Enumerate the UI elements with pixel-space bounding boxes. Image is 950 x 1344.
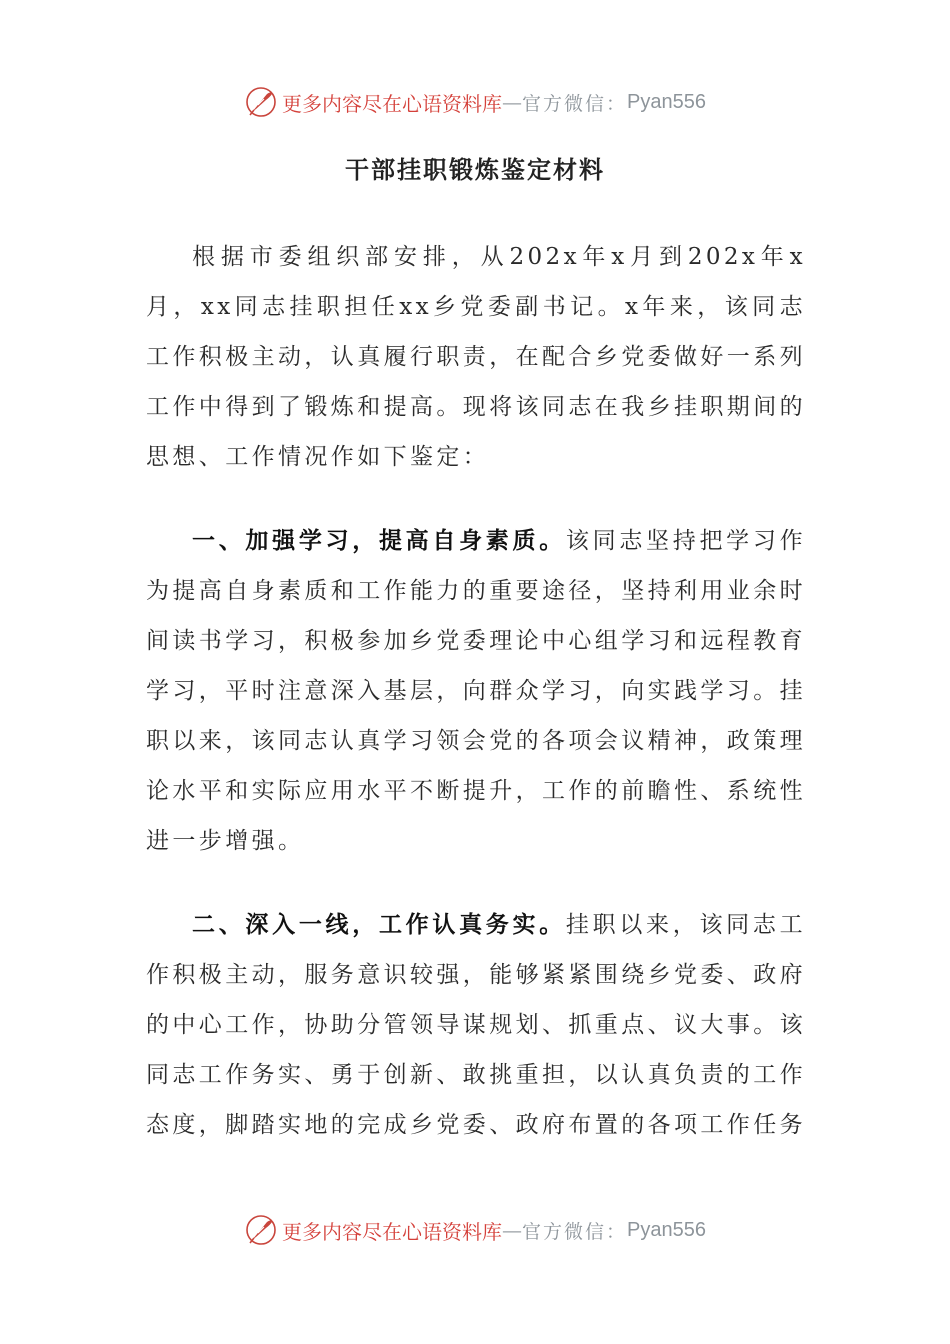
paragraph-text: 该同志坚持把学习作为提高自身素质和工作能力的重要途径，坚持利用业余时间读书学习，积极参加乡党委理论中心组学习和远程教育学习，平时注意深入基层，向群众学习，向实践学习。挂职以来，该同志认真学习领会党的各项会议精神，政策理论水平和实际应用水平不断提升，工作的前瞻性、系统性进一步增强。 (146, 528, 806, 854)
watermark-wechat-id: Pyan556 (627, 1218, 706, 1241)
paragraph-section-1 (146, 516, 806, 866)
quill-pen-icon (244, 1213, 278, 1247)
watermark-wechat-label: 官方微信： (522, 92, 628, 115)
paragraph-heading: 二、深入一线，工作认真务实。 (192, 911, 566, 938)
paragraph-heading: 一、加强学习，提高自身素质。 (192, 527, 566, 554)
paragraph-text: 根据市委组织部安排，从202x年x月到202x年x月，xx同志挂职担任xx乡党委副书记。x年来，该同志工作积极主动，认真履行职责，在配合乡党委做好一系列工作中得到了锻炼和提高。现将该同志在我乡挂职期间的思想、工作情况作如下鉴定： (146, 244, 806, 470)
watermark-dash: — (502, 1218, 522, 1242)
paragraph-section-2 (146, 900, 806, 1150)
paragraph-intro (146, 232, 806, 482)
watermark-site-text: 更多内容尽在心语资料库 (282, 1219, 502, 1244)
watermark-wechat-label: 官方微信： (522, 1220, 628, 1243)
quill-pen-icon (244, 85, 278, 119)
watermark-banner-top (0, 82, 950, 122)
paragraph-text: 挂职以来，该同志工作积极主动，服务意识较强，能够紧紧围绕乡党委、政府的中心工作，协助分管领导谋规划、抓重点、议大事。该同志工作务实、勇于创新、敢挑重担，以认真负责的工作态度，脚踏实地的完成乡党委、政府布置的各项工作任务 (146, 912, 806, 1138)
watermark-banner-bottom (0, 1210, 950, 1250)
watermark-wechat-id: Pyan556 (627, 90, 706, 113)
watermark-site-text: 更多内容尽在心语资料库 (282, 91, 502, 116)
document-title: 干部挂职锻炼鉴定材料 (345, 155, 605, 184)
document-body (146, 232, 806, 1150)
watermark-dash: — (502, 90, 522, 114)
